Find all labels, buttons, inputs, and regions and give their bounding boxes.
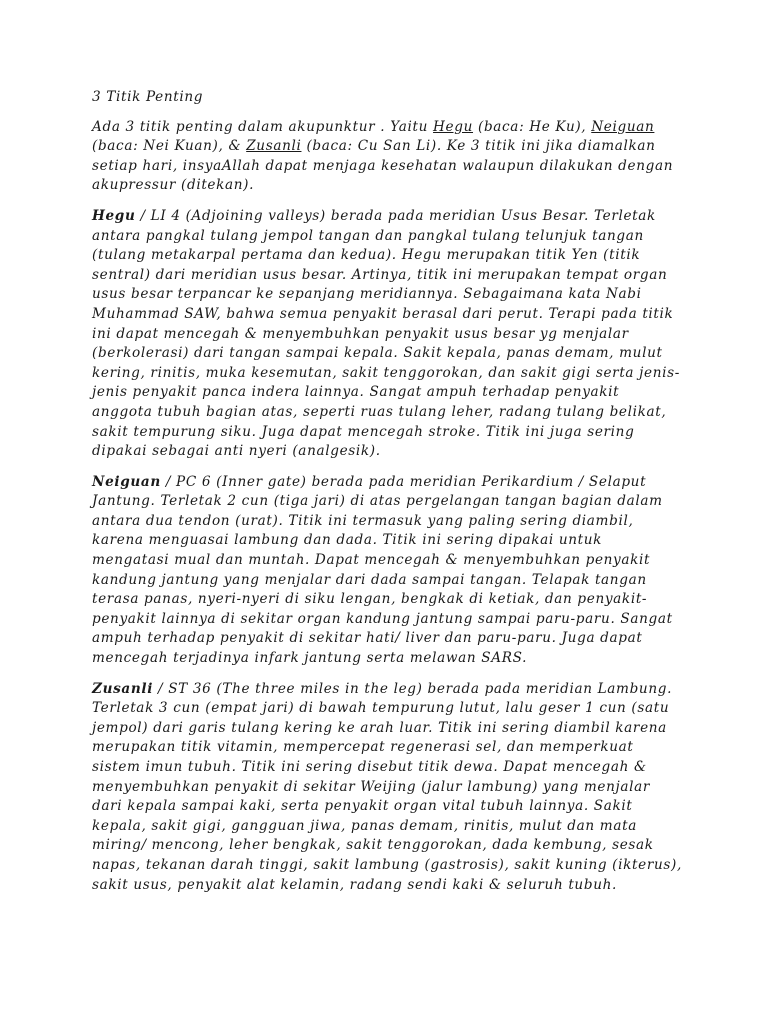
neiguan-paragraph: [92, 473, 682, 669]
intro-paragraph: [92, 118, 682, 196]
intro-text-2: (baca: He Ku),: [473, 118, 592, 135]
neiguan-text: / PC 6 (Inner gate) berada pada meridian Perikardium / Selaput Jantung. Terletak 2 cun (tiga jari) di atas pergelangan tangan bagian dalam antara dua tendon (urat). Titik ini termasuk yang paling sering diambil, karena menguasai lambung dan dada. Titik ini sering dipakai untuk mengatasi mual dan muntah. Dapat mencegah & menyembuhkan penyakit kandung jantung yang menjalar dari dada sampai tangan. Telapak tangan terasa panas, nyeri-nyeri di siku lengan, bengkak di ketiak, dan penyakit-penyakit lainnya di sekitar organ kandung jantung sampai paru-paru. Sangat ampuh terhadap penyakit di sekitar hati/ liver dan paru-paru. Juga dapat mencegah terjadinya infark jantung serta melawan SARS.: [92, 473, 673, 667]
hegu-text: / LI 4 (Adjoining valleys) berada pada meridian Usus Besar. Terletak antara pangkal tulang jempol tangan dan pangkal tulang telunjuk tangan (tulang metakarpal pertama dan kedua). Hegu merupakan titik Yen (titik sentral) dari meridian usus besar. Artinya, titik ini merupakan tempat organ usus besar terpancar ke sepanjang meridiannya. Sebagaimana kata Nabi Muhammad SAW, bahwa semua penyakit berasal dari perut. Terapi pada titik ini dapat mencegah & menyembuhkan penyakit usus besar yg menjalar (berkolerasi) dari tangan sampai kepala. Sakit kepala, panas demam, mulut kering, rinitis, muka kesemutan, sakit tenggorokan, dan sakit gigi serta jenis-jenis penyakit panca indera lainnya. Sangat ampuh terhadap penyakit anggota tubuh bagian atas, seperti ruas tulang leher, radang tulang belikat, sakit tempurung siku. Juga dapat mencegah stroke. Titik ini juga sering dipakai sebagai anti nyeri (analgesik).: [92, 207, 680, 460]
zusanli-paragraph: [92, 680, 682, 896]
zusanli-heading: Zusanli: [92, 680, 154, 697]
zusanli-link: Zusanli: [246, 138, 302, 155]
hegu-heading: Hegu: [92, 207, 136, 224]
zusanli-text: / ST 36 (The three miles in the leg) berada pada meridian Lambung. Terletak 3 cun (empat jari) di bawah tempurung lutut, lalu geser 1 cun (satu jempol) dari garis tulang kering ke arah luar. Titik ini sering diambil karena merupakan titik vitamin, mempercepat regenerasi sel, dan memperkuat sistem imun tubuh. Titik ini sering disebut titik dewa. Dapat mencegah & menyembuhkan penyakit di sekitar Weijing (jalur lambung) yang menjalar dari kepala sampai kaki, serta penyakit organ vital tubuh lainnya. Sakit kepala, sakit gigi, gangguan jiwa, panas demam, rinitis, mulut dan mata miring/ mencong, leher bengkak, sakit tenggorokan, dada kembung, sesak napas, tekanan darah tinggi, sakit lambung (gastrosis), sakit kuning (ikterus), sakit usus, penyakit alat kelamin, radang sendi kaki & seluruh tubuh.: [92, 680, 682, 893]
neiguan-heading: Neiguan: [92, 473, 161, 490]
hegu-paragraph: [92, 207, 682, 462]
neiguan-link: Neiguan: [591, 118, 655, 135]
intro-text-3: (baca: Nei Kuan), &: [92, 138, 247, 155]
intro-text-4: (baca: Cu San Li). Ke 3 titik ini jika diamalkan setiap hari, insyaAllah dapat menjaga kesehatan walaupun dilakukan dengan akupressur (ditekan).: [92, 138, 674, 194]
document-title: 3 Titik Penting: [92, 89, 204, 105]
hegu-link: Hegu: [433, 118, 474, 135]
document-page: [92, 88, 682, 906]
intro-text-1: Ada 3 titik penting dalam akupunktur . Yaitu: [92, 118, 434, 135]
